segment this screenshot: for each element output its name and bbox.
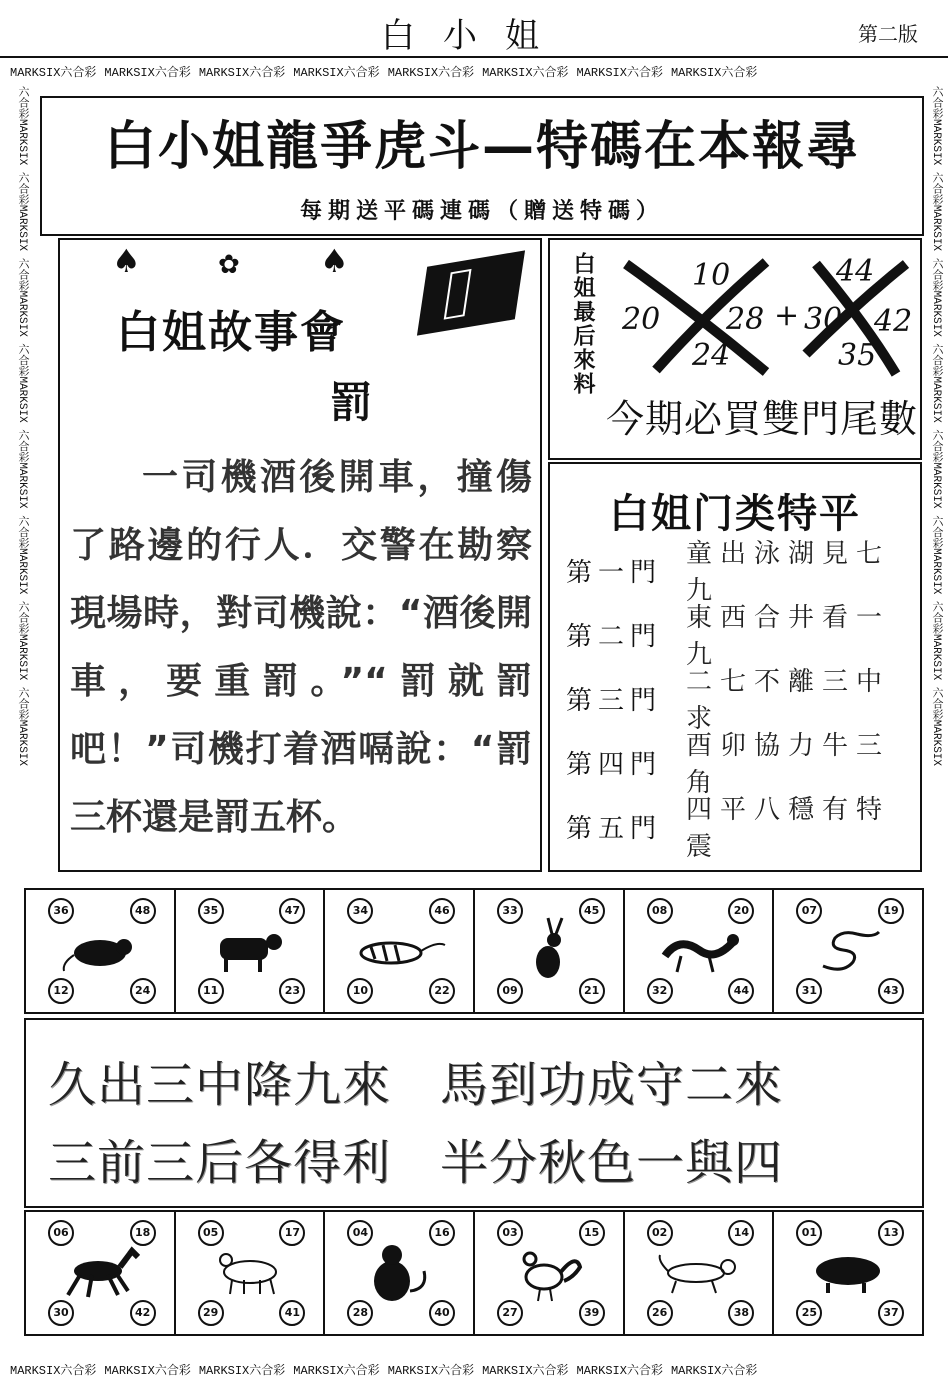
zodiac-cell-dog [625, 1212, 775, 1334]
ribbon-text: 六合彩MARKSIX [16, 515, 28, 595]
ribbon-text: 六合彩MARKSIX [16, 429, 28, 509]
ribbon-text: 六合彩MARKSIX [930, 600, 942, 681]
number-badge: 46 [429, 898, 455, 924]
number-badge: 28 [347, 1300, 373, 1326]
dragon-icon [659, 926, 739, 976]
ribbon-text: 六合彩MARKSIX [16, 257, 28, 337]
info-number: 20 [622, 302, 661, 337]
door-value: 東西合井看一九 [686, 603, 891, 670]
book-icon [417, 250, 525, 335]
number-badge: 22 [429, 978, 455, 1004]
number-badge: 11 [198, 978, 224, 1004]
number-badge: 06 [48, 1220, 74, 1246]
dog-icon [654, 1251, 744, 1295]
poem-line: 三前三后各得利 半分秋色一與四 [48, 1135, 784, 1191]
number-badge: 34 [347, 898, 373, 924]
number-badge: 30 [48, 1300, 74, 1326]
ribbon-text: 六合彩MARKSIX [930, 171, 942, 252]
number-badge: 04 [347, 1220, 373, 1246]
zodiac-cell-snake [774, 890, 922, 1012]
number-badge: 09 [497, 978, 523, 1004]
tulip-icon: ♠ [320, 242, 349, 280]
door-row [566, 795, 910, 862]
info-number: 44 [836, 254, 875, 289]
door-label: 第四門 [566, 749, 663, 780]
number-cluster [616, 254, 916, 384]
ribbon-text: MARKSIX六合彩 [670, 65, 758, 80]
info-number: 10 [692, 258, 731, 293]
number-badge: 16 [429, 1220, 455, 1246]
monkey-icon [364, 1241, 434, 1305]
number-badge: 07 [796, 898, 822, 924]
ribbon-text: 六合彩MARKSIX [16, 343, 28, 423]
door-label: 第五門 [566, 813, 663, 844]
goat-icon [210, 1248, 290, 1298]
number-badge: 13 [878, 1220, 904, 1246]
zodiac-cell-rabbit [475, 890, 625, 1012]
pig-icon [808, 1251, 888, 1295]
rabbit-icon [524, 916, 574, 986]
tulip-icon: ♠ [112, 242, 141, 280]
info-number: 42 [874, 304, 913, 339]
number-badge: 20 [728, 898, 754, 924]
ribbon-text: 六合彩MARKSIX [16, 171, 28, 252]
tiger-icon [351, 931, 447, 971]
ribbon-text: 六合彩MARKSIX [16, 600, 28, 681]
number-badge: 27 [497, 1300, 523, 1326]
door-label: 第二門 [566, 621, 663, 652]
number-badge: 25 [796, 1300, 822, 1326]
number-badge: 29 [198, 1300, 224, 1326]
headline-box [40, 96, 924, 236]
ribbon-text: MARKSIX六合彩 [482, 65, 569, 80]
ribbon-text: MARKSIX六合彩 [670, 1363, 758, 1378]
headline-title: 白小姐龍爭虎斗—特碼在本報尋 [103, 117, 860, 177]
door-value: 四平八穩有特震 [686, 795, 891, 862]
door-row [566, 603, 910, 670]
info-vertical-label: 白姐最后來料 [570, 252, 595, 396]
headline-subtitle: 每期送平碼連碼（贈送特碼） [299, 199, 664, 224]
number-badge: 42 [130, 1300, 156, 1326]
number-badge: 26 [647, 1300, 673, 1326]
number-badge: 41 [279, 1300, 305, 1326]
zodiac-cell-rooster [475, 1212, 625, 1334]
ribbon-text: MARKSIX六合彩 [482, 1363, 569, 1378]
doors-box [548, 462, 922, 872]
door-row [566, 667, 910, 734]
ribbon-text: MARKSIX六合彩 [198, 65, 286, 80]
number-badge: 36 [48, 898, 74, 924]
horse-icon [60, 1245, 140, 1301]
poem-box [24, 1018, 924, 1208]
number-badge: 18 [130, 1220, 156, 1246]
ribbon-text: MARKSIX六合彩 [387, 65, 475, 80]
info-bigline: 今期必買雙門尾數 [606, 397, 919, 441]
number-badge: 31 [796, 978, 822, 1004]
poem-line: 久出三中降九來 馬到功成守二來 [48, 1057, 784, 1113]
story-body: 一司機酒後開車，撞傷了路邊的行人．交警在勘察現場時，對司機說：“酒後開車，要重罰。”“罰就罰吧！”司機打着酒嗝說：“罰三杯還是罰五杯。 [70, 457, 532, 838]
ribbon-text: 六合彩MARKSIX [930, 686, 942, 767]
zodiac-cell-rat [26, 890, 176, 1012]
story-subtitle: 罰 [330, 378, 373, 427]
ribbon-text: 六合彩MARKSIX [930, 429, 942, 509]
zodiac-row-bottom [24, 1210, 924, 1336]
info-number: 35 [838, 338, 877, 373]
door-label: 第一門 [566, 557, 663, 588]
number-badge: 14 [728, 1220, 754, 1246]
number-badge: 44 [728, 978, 754, 1004]
ribbon-text: 六合彩MARKSIX [16, 686, 28, 767]
ribbon-text: MARKSIX六合彩 [576, 1363, 663, 1378]
ribbon-text: 六合彩MARKSIX [16, 86, 28, 166]
door-value: 童出泳湖見七九 [686, 539, 891, 606]
ox-icon [210, 926, 290, 976]
story-box [58, 238, 542, 872]
snake-icon [813, 926, 883, 976]
ribbon-text: 六合彩MARKSIX [930, 515, 942, 595]
door-row [566, 731, 910, 798]
ribbon-text: MARKSIX六合彩 [104, 1363, 191, 1378]
ribbon-text: 六合彩MARKSIX [930, 257, 942, 337]
number-badge: 08 [647, 898, 673, 924]
number-badge: 03 [497, 1220, 523, 1246]
number-badge: 23 [279, 978, 305, 1004]
number-badge: 40 [429, 1300, 455, 1326]
info-number: 24 [692, 338, 731, 373]
number-badge: 21 [579, 978, 605, 1004]
number-badge: 33 [497, 898, 523, 924]
ribbon-text: 六合彩MARKSIX [930, 343, 942, 423]
number-badge: 48 [130, 898, 156, 924]
door-value: 酉卯協力牛三角 [686, 731, 891, 798]
info-number: + [774, 298, 800, 333]
right-ribbon [922, 86, 944, 1346]
number-badge: 01 [796, 1220, 822, 1246]
newspaper-title: 白小姐 [381, 16, 567, 56]
zodiac-row-top [24, 888, 924, 1014]
bottom-ribbon [10, 1358, 938, 1380]
story-title: 白姐故事會 [116, 307, 346, 358]
ribbon-text: 六合彩MARKSIX [930, 86, 942, 166]
doors-title: 白姐门类特平 [609, 491, 861, 537]
number-badge: 24 [130, 978, 156, 1004]
info-box [548, 238, 922, 460]
ribbon-text: MARKSIX六合彩 [387, 1363, 475, 1378]
door-value: 二七不離三中求 [686, 667, 891, 734]
number-badge: 47 [279, 898, 305, 924]
info-number: 30 [804, 302, 843, 337]
info-number: 28 [726, 302, 765, 337]
rat-icon [60, 929, 140, 973]
number-badge: 02 [647, 1220, 673, 1246]
ribbon-text: MARKSIX六合彩 [293, 65, 380, 80]
flower-icon: ✿ [218, 250, 240, 280]
zodiac-cell-tiger [325, 890, 475, 1012]
top-ribbon [10, 60, 938, 82]
ribbon-text: MARKSIX六合彩 [576, 65, 663, 80]
ribbon-text: MARKSIX六合彩 [293, 1363, 380, 1378]
zodiac-cell-goat [176, 1212, 326, 1334]
masthead [0, 0, 948, 58]
ribbon-text: MARKSIX六合彩 [104, 65, 191, 80]
number-badge: 15 [579, 1220, 605, 1246]
number-badge: 10 [347, 978, 373, 1004]
number-badge: 39 [579, 1300, 605, 1326]
zodiac-cell-dragon [625, 890, 775, 1012]
door-label: 第三門 [566, 685, 663, 716]
ribbon-text: MARKSIX六合彩 [10, 65, 97, 80]
number-badge: 37 [878, 1300, 904, 1326]
zodiac-cell-ox [176, 890, 326, 1012]
ribbon-text: MARKSIX六合彩 [198, 1363, 286, 1378]
number-badge: 32 [647, 978, 673, 1004]
number-badge: 35 [198, 898, 224, 924]
zodiac-cell-horse [26, 1212, 176, 1334]
zodiac-cell-monkey [325, 1212, 475, 1334]
number-badge: 12 [48, 978, 74, 1004]
door-row [566, 539, 910, 606]
number-badge: 45 [579, 898, 605, 924]
ribbon-text: MARKSIX六合彩 [10, 1363, 97, 1378]
number-badge: 17 [279, 1220, 305, 1246]
number-badge: 38 [728, 1300, 754, 1326]
number-badge: 05 [198, 1220, 224, 1246]
edition-label: 第二版 [858, 22, 918, 46]
number-badge: 19 [878, 898, 904, 924]
zodiac-cell-pig [774, 1212, 922, 1334]
number-badge: 43 [878, 978, 904, 1004]
rooster-icon [514, 1243, 584, 1303]
